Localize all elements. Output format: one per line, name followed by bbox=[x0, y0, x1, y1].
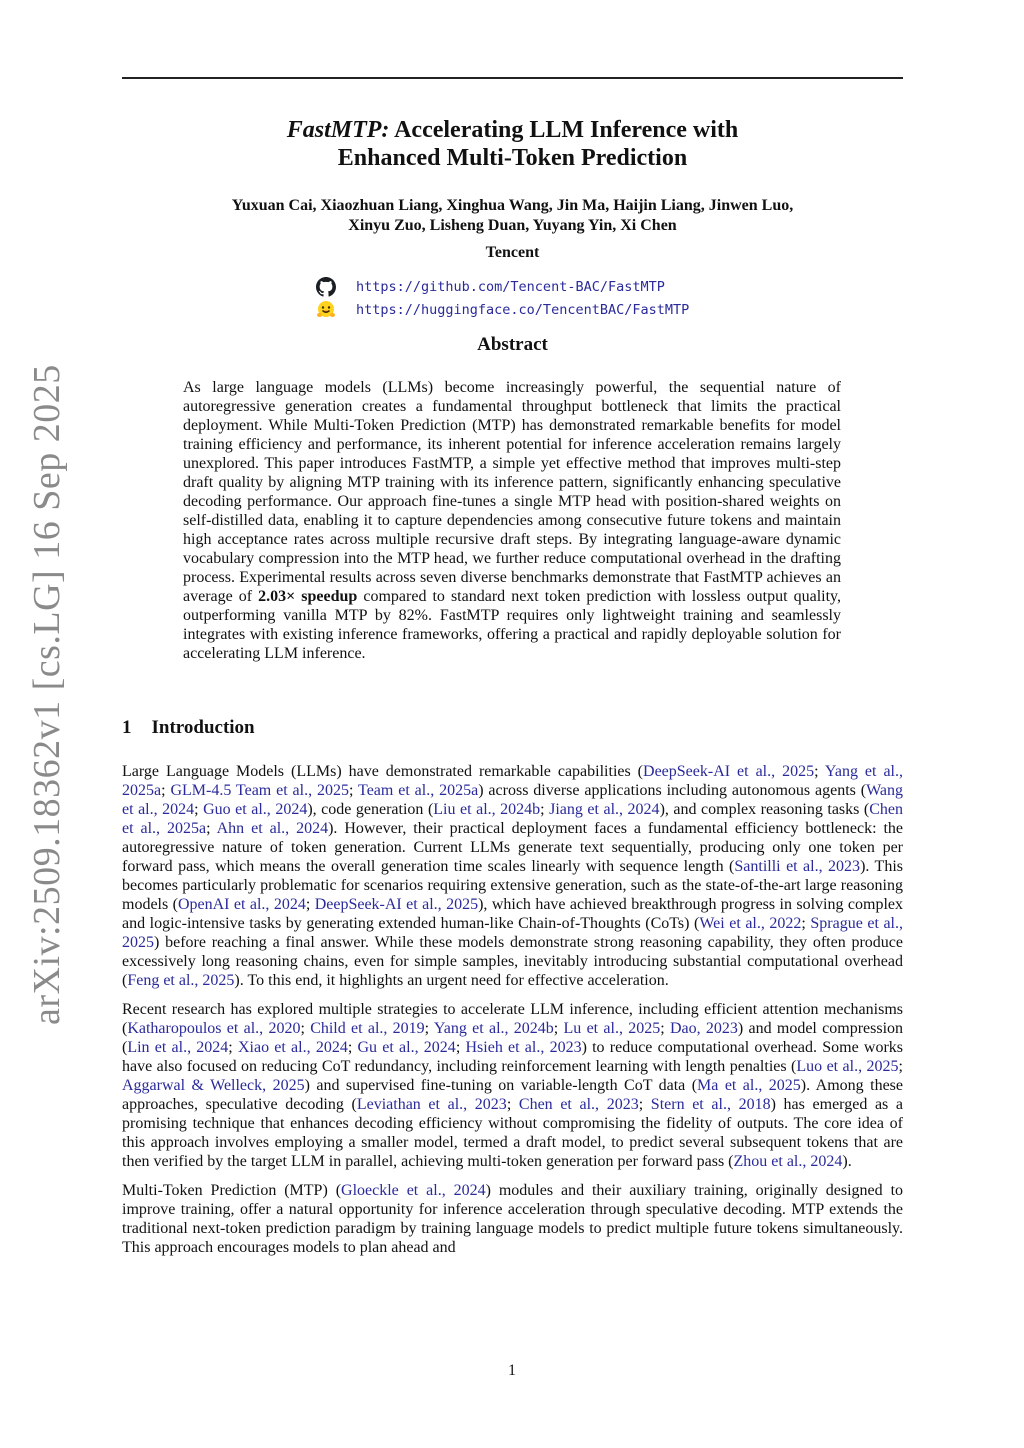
abstract-text-part2: compared to standard next token prediction with lossless output quality, outperforming vanilla MTP by 82%. FastMTP requires only lightweight training and seamlessly integrates with existing inference frameworks, offering a practical and rapidly deployable solution for accelerating LLM inference. bbox=[183, 588, 842, 662]
paragraph-text: Multi-Token Prediction (MTP) ( bbox=[122, 1182, 342, 1199]
citation-link[interactable]: Xiao et al., 2024 bbox=[237, 1039, 348, 1056]
citation-link[interactable]: Yang et al., 2024b bbox=[433, 1020, 554, 1037]
paragraph-text: ; bbox=[801, 915, 811, 932]
paragraph-text: ; bbox=[228, 1039, 238, 1056]
github-link-row bbox=[316, 275, 689, 298]
citation-link[interactable]: Santilli et al., 2023 bbox=[734, 858, 861, 875]
paragraph-text: ). However, their practical deployment faces a fundamental efficiency bottleneck: the autoregressive nature of token generation. Current LLMs generate text sequentially, producing only one token per forward pass, which means the overall generation time scales linearly with sequence length ( bbox=[122, 820, 904, 875]
paragraph bbox=[122, 1000, 903, 1171]
paragraph-text: ; bbox=[349, 782, 359, 799]
title-italic: FastMTP: bbox=[286, 117, 390, 143]
paragraph-text: ; bbox=[194, 801, 204, 818]
paragraph-text: ; bbox=[506, 1096, 519, 1113]
citation-link[interactable]: Gloeckle et al., 2024 bbox=[341, 1182, 486, 1199]
paragraph-text: ), which have achieved breakthrough progress in solving complex and logic-intensive tasks by generating extended human-like Chain-of-Thoughts (CoTs) ( bbox=[122, 896, 903, 932]
introduction-body bbox=[122, 762, 903, 1267]
citation-link[interactable]: Liu et al., 2024b bbox=[433, 801, 541, 818]
paragraph-text: ; bbox=[300, 1020, 311, 1037]
citation-link[interactable]: Feng et al., 2025 bbox=[127, 972, 235, 989]
paragraph-text: ) before reaching a final answer. While these models demonstrate strong reasoning capability, they often produce excessively long reasoning chains, even for simple samples, inevitably introducing substantial computational overhead ( bbox=[122, 934, 903, 989]
citation-link[interactable]: Sprague et al., 2025 bbox=[122, 915, 904, 951]
citation-link[interactable]: Lin et al., 2024 bbox=[127, 1039, 229, 1056]
citation-link[interactable]: Child et al., 2019 bbox=[310, 1020, 425, 1037]
paragraph-text: ). To this end, it highlights an urgent need for effective acceleration. bbox=[234, 972, 669, 989]
citation-link[interactable]: Jiang et al., 2024 bbox=[549, 801, 660, 818]
paragraph-text: ; bbox=[347, 1039, 358, 1056]
paragraph-text: ; bbox=[206, 820, 217, 837]
author-list bbox=[122, 196, 903, 236]
huggingface-link[interactable]: https://huggingface.co/TencentBAC/FastMTP bbox=[356, 301, 690, 318]
paragraph bbox=[122, 762, 903, 990]
paragraph-text: ). bbox=[842, 1153, 852, 1170]
citation-link[interactable]: Katharopoulos et al., 2020 bbox=[127, 1020, 301, 1037]
citation-link[interactable]: OpenAI et al., 2024 bbox=[177, 896, 306, 913]
paragraph-text: ; bbox=[161, 782, 171, 799]
affiliation: Tencent bbox=[485, 244, 540, 261]
abstract-emphasis: 2.03× speedup bbox=[258, 588, 358, 605]
section-heading bbox=[122, 717, 255, 739]
paragraph-text: Recent research has explored multiple strategies to accelerate LLM inference, including efficient attention mechanisms ( bbox=[122, 1001, 903, 1037]
paragraph-text: ) and model compression ( bbox=[122, 1020, 904, 1056]
authors-line2: Xinyu Zuo, Lisheng Duan, Yuyang Yin, Xi Chen bbox=[348, 217, 677, 234]
citation-link[interactable]: Gu et al., 2024 bbox=[357, 1039, 456, 1056]
citation-link[interactable]: Luo et al., 2025 bbox=[796, 1058, 899, 1075]
citation-link[interactable]: Wang et al., 2024 bbox=[122, 782, 904, 818]
paragraph-text: ) across diverse applications including autonomous agents ( bbox=[478, 782, 867, 799]
citation-link[interactable]: Aggarwal & Welleck, 2025 bbox=[122, 1077, 305, 1094]
paper-title bbox=[122, 116, 903, 172]
citation-link[interactable]: Zhou et al., 2024 bbox=[733, 1153, 843, 1170]
paragraph-text: ; bbox=[638, 1096, 651, 1113]
top-rule bbox=[122, 77, 903, 79]
paragraph-text: ; bbox=[660, 1020, 670, 1037]
citation-link[interactable]: DeepSeek-AI et al., 2025 bbox=[314, 896, 479, 913]
paragraph-text: ; bbox=[814, 763, 825, 780]
abstract-text-part1: As large language models (LLMs) become increasingly powerful, the sequential nature of autoregressive generation creates a fundamental throughput bottleneck that limits the practical deployment. While Multi-Token Prediction (MTP) has demonstrated remarkable benefits for model training efficiency and performance, its inherent potential for inference acceleration remains largely unexplored. This paper introduces FastMTP, a simple yet effective method that improves multi-step draft quality by aligning MTP training with its inference pattern, significantly enhancing speculative decoding performance. Our approach fine-tunes a single MTP head with position-shared weights on self-distilled data, enabling it to capture dependencies among consecutive future tokens and maintain high acceptance rates across multiple recursive draft steps. By integrating language-aware dynamic vocabulary compression into the MTP head, we further reduce computational overhead in the drafting process. Experimental results across seven diverse benchmarks demonstrate that FastMTP achieves an average of bbox=[183, 379, 841, 605]
resource-links bbox=[316, 275, 689, 321]
github-link[interactable]: https://github.com/Tencent-BAC/FastMTP bbox=[356, 278, 665, 295]
paragraph-text: ) and supervised fine-tuning on variable-length CoT data ( bbox=[304, 1077, 698, 1094]
paragraph-text: ), code generation ( bbox=[307, 801, 434, 818]
citation-link[interactable]: Stern et al., 2018 bbox=[650, 1096, 771, 1113]
paragraph bbox=[122, 1181, 903, 1257]
citation-link[interactable]: Team et al., 2025a bbox=[358, 782, 479, 799]
arxiv-stamp: arXiv:2509.18362v1 [cs.LG] 16 Sep 2025 bbox=[26, 364, 68, 1025]
huggingface-icon bbox=[316, 300, 336, 320]
huggingface-link-row bbox=[316, 298, 689, 321]
paragraph-text: ; bbox=[455, 1039, 466, 1056]
citation-link[interactable]: Guo et al., 2024 bbox=[203, 801, 308, 818]
paragraph-text: ), and complex reasoning tasks ( bbox=[659, 801, 870, 818]
citation-link[interactable]: Ahn et al., 2024 bbox=[216, 820, 329, 837]
paragraph-text: ; bbox=[424, 1020, 434, 1037]
section-title: Introduction bbox=[151, 717, 255, 738]
citation-link[interactable]: Ma et al., 2025 bbox=[697, 1077, 801, 1094]
abstract-text bbox=[183, 378, 841, 663]
title-line1: Accelerating LLM Inference with bbox=[389, 117, 739, 143]
paragraph-text: ; bbox=[305, 896, 315, 913]
citation-link[interactable]: Leviathan et al., 2023 bbox=[356, 1096, 507, 1113]
paragraph-text: ) has emerged as a promising technique that enhances decoding efficiency without compromising the fidelity of outputs. The core idea of this approach involves employing a smaller model, termed a draft model, to predict several subsequent tokens that are then verified by the target LLM in parallel, achieving multi-token generation per forward pass ( bbox=[122, 1096, 904, 1170]
paragraph-text: ; bbox=[553, 1020, 564, 1037]
paragraph-text: ) to reduce computational overhead. Some works have also focused on reducing CoT redundancy, including reinforcement learning with length penalties ( bbox=[122, 1039, 903, 1075]
abstract-heading: Abstract bbox=[477, 334, 548, 355]
paragraph-text: ; bbox=[540, 801, 550, 818]
section-number: 1 bbox=[122, 717, 132, 738]
paragraph-text: ). Among these approaches, speculative decoding ( bbox=[122, 1077, 903, 1113]
citation-link[interactable]: GLM-4.5 Team et al., 2025 bbox=[170, 782, 349, 799]
citation-link[interactable]: Wei et al., 2022 bbox=[699, 915, 802, 932]
citation-link[interactable]: Chen et al., 2025a bbox=[122, 801, 903, 837]
paragraph-text: Large Language Models (LLMs) have demonstrated remarkable capabilities ( bbox=[122, 763, 644, 780]
paragraph-text: ; bbox=[898, 1058, 903, 1075]
authors-line1: Yuxuan Cai, Xiaozhuan Liang, Xinghua Wang, Jin Ma, Haijin Liang, Jinwen Luo, bbox=[231, 197, 794, 214]
title-line2: Enhanced Multi-Token Prediction bbox=[337, 145, 688, 171]
github-icon bbox=[316, 277, 336, 297]
citation-link[interactable]: Chen et al., 2023 bbox=[518, 1096, 639, 1113]
citation-link[interactable]: Lu et al., 2025 bbox=[563, 1020, 661, 1037]
citation-link[interactable]: DeepSeek-AI et al., 2025 bbox=[643, 763, 815, 780]
paragraph-text: ). This becomes particularly problematic for scenarios requiring extensive generation, such as the state-of-the-art large reasoning models ( bbox=[122, 858, 903, 913]
paragraph-text: ) modules and their auxiliary training, originally designed to improve training, offer a natural opportunity for inference acceleration through speculative decoding. MTP extends the traditional next-token prediction paradigm by training language models to predict multiple future tokens simultaneously. This approach encourages models to plan ahead and bbox=[122, 1182, 904, 1256]
citation-link[interactable]: Yang et al., 2025a bbox=[122, 763, 903, 799]
page-number: 1 bbox=[508, 1362, 516, 1379]
citation-link[interactable]: Dao, 2023 bbox=[669, 1020, 738, 1037]
citation-link[interactable]: Hsieh et al., 2023 bbox=[465, 1039, 582, 1056]
